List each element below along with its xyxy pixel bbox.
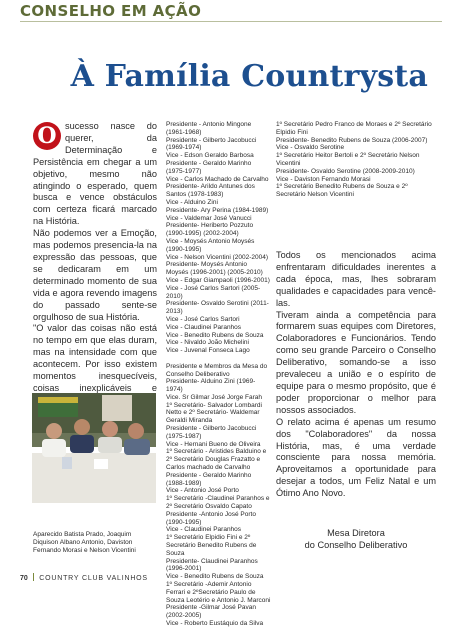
list-item: Presidente- Arildo Antunes dos Santos (1978-1983) — [166, 183, 255, 199]
list-item: Vice - Osvaldo Serotine — [276, 144, 345, 152]
list-item: Presidente- Moysés Antonio Moysés (1996-2001) (2005-2010) — [166, 261, 263, 277]
list-item: Presidente- Ary Perina (1984-1989) — [166, 206, 269, 214]
list-item: Vice - Moysés Antonio Moysés (1990-1995) — [166, 237, 255, 253]
photo-caption: Aparecido Batista Prado, Joaquim Diquison Albano Antonio, Daviston Fernando Morasi e Nelson Vicentini — [33, 531, 136, 555]
list-item: Vice - Roberto Eustáquio da Silva — [166, 620, 264, 627]
article-title: À Família Countrysta — [70, 59, 428, 94]
closing-paragraph-3: O relato acima é apenas um resumo dos "Colaboradores" da nossa História, mas, é uma verdade consciente para nossa memória. Aproveitamos a oportunidade para desejar a todos, um Feliz Natal e um Ótimo Ano Novo. — [276, 416, 436, 499]
list-item: Vice - Claudinei Paranhos — [166, 526, 242, 534]
intro-quote: "O valor das coisas não está no tempo em que elas duram, mas na intensidade com que acontecem. Por isso existem momentos inesquecíveis, coisas inexplicáveis e — [33, 323, 157, 393]
list-item: 1º Secretário Heitor Bertoli e 2º Secretário Nelson Vicentini — [276, 152, 420, 167]
list-item: Vice - Benedito Rubens de Souza — [166, 331, 264, 339]
list-item: Presidente- Benedito Rubens de Souza (2006-2007) — [276, 136, 428, 144]
list-item: Presidente -Gilmar José Pavan (2002-2005) — [166, 604, 256, 620]
list-item: Vice - Alduino Zini — [166, 198, 218, 206]
list-item: Vice - Valdemar José Vanucci — [166, 214, 252, 222]
drop-cap: O — [33, 122, 61, 150]
list-item: Presidente- Alduino Zini (1969-1974) — [166, 378, 256, 394]
group-photo-illustration — [32, 393, 156, 503]
group-photo — [32, 393, 156, 503]
list-item: Vice. Sr Gilmar José Jorge Farah — [166, 393, 262, 401]
list-item: Vice - José Carlos Sartori — [166, 315, 240, 323]
publication-name: COUNTRY CLUB VALINHOS — [39, 575, 148, 582]
list-item: Presidente - Geraldo Marinho (1988-1989) — [166, 471, 252, 487]
signature-line-2: do Conselho Deliberativo — [304, 539, 408, 550]
intro-paragraph-1 — [33, 121, 157, 228]
closing-paragraph-2: Tiveram ainda a competência para formarem suas equipes com Diretores, Colaboradores e Funcionários. Tendo como seu grande Parceiro o Conselho Deliberativo, somando-se a isso prevaleceu a união e o espírito de equipe para o mesmo propósito, que é poder proporcionar o melhor para nossos associados. — [276, 309, 436, 415]
list-item: Vice - Nelson Vicentini (2002-2004) — [166, 253, 269, 261]
list-gap — [166, 355, 271, 363]
list-item: Vice - Juvenal Fonseca Lago — [166, 347, 250, 355]
presidents-list — [166, 121, 271, 628]
list-item: Presidente - Antonio Mingone (1961-1968) — [166, 121, 252, 136]
list-item: Presidente- Heriberto Pozzuto (1990-1995) (2002-2004) — [166, 222, 254, 238]
list-item: 1º Secretário -Claudinei Paranhos e 2º Secretário Osvaldo Capato — [166, 495, 270, 511]
page-footer — [20, 573, 148, 582]
list-item: Presidente - Gilberto Jacobucci (1969-1974) — [166, 136, 257, 152]
list-item: 1º Secretário Pedro Franco de Moraes e 2º Secretário Elpidio Fini — [276, 121, 432, 136]
signature — [276, 528, 436, 552]
intro-paragraph-2: Não podemos ver a Emoção, mas podemos presencia-la na expressão das pessoas, que se dedicaram em um determinado momento de sua vida e agora revendo imagens do passado sente-se orgulhoso de sua História. — [33, 228, 157, 322]
list-item: Presidente- Osvaldo Serotine (2008-2009-2010) — [276, 167, 415, 175]
page-number: 70 — [20, 575, 28, 582]
signature-line-1: Mesa Diretora — [327, 528, 385, 538]
closing-text — [276, 250, 436, 500]
list-item: Vice - Claudinei Paranhos — [166, 323, 242, 331]
header-divider — [20, 21, 442, 22]
list-item: 1º Secretário - Aristides Balduino e 2º Secretário Douglas Frazatto e Carlos machado de Carvalho — [166, 448, 267, 472]
list-item: Vice - Edgar Giampaoli (1996-2001) — [166, 276, 270, 284]
list-item: Presidente- Osvaldo Serotini (2011-2013) — [166, 300, 269, 316]
list-item: Presidente e Membros da Mesa do Conselho Deliberativo — [166, 362, 268, 378]
footer-separator — [33, 573, 35, 581]
list-item: Vice - Carlos Machado de Carvalho — [166, 175, 269, 183]
list-item: 1º Secretário -Ademir Antonio Ferrari e 2ºSecretário Paulo de Souza Leotério e Antonio J. Marconi — [166, 581, 271, 604]
section-header: CONSELHO EM AÇÃO — [20, 2, 202, 20]
presidents-list-continued — [276, 121, 436, 199]
list-item: Vice - Benedito Rubens de Souza — [166, 573, 264, 581]
list-item: Vice - Antonio José Porto — [166, 487, 239, 495]
list-item: Vice - Nivaldo João Michelini — [166, 339, 249, 347]
list-item: Vice - Edson Geraldo Barbosa — [166, 152, 254, 160]
list-item: Presidente - Gilberto Jacobucci (1975-1987) — [166, 425, 257, 440]
drop-cap-badge — [33, 122, 61, 150]
list-item: Vice - José Carlos Sartori (2005-2010) — [166, 284, 261, 300]
closing-paragraph-1: Todos os mencionados acima enfrentaram dificuldades inerentes a cada época, mas, lhes sobraram qualidades e capacidades para vencê-las. — [276, 250, 436, 308]
list-item: 1º Secretário Benedito Rubens de Souza e 2º Secretário Nelson Vicentini — [276, 183, 408, 199]
list-item: Vice - Hernani Bueno de Oliveira — [166, 440, 261, 448]
intro-column — [33, 121, 157, 407]
list-item: 1º Secretário Elpidio Fini e 2º Secretário Benedito Rubens de Souza — [166, 534, 257, 557]
list-item: Vice - Daviston Fernando Morasi — [276, 175, 371, 183]
list-item: Presidente - Geraldo Marinho (1975-1977) — [166, 159, 252, 175]
list-item: Presidente- Claudinei Paranhos (1996-2001) — [166, 557, 258, 573]
list-item: 1º Secretário- Salvador Lombardi Netto e 2º Secretário- Waldemar Geraldi Miranda — [166, 401, 262, 425]
intro-text-1: sucesso nasce do querer, da Determinação e Persistência em chegar a um objetivo, mesmo não atingindo o esperado, quem busca e vence obstáculos com certeza ficará marcado na História. — [33, 121, 157, 227]
list-item: Presidente -Antonio José Porto (1990-1995) — [166, 510, 256, 526]
